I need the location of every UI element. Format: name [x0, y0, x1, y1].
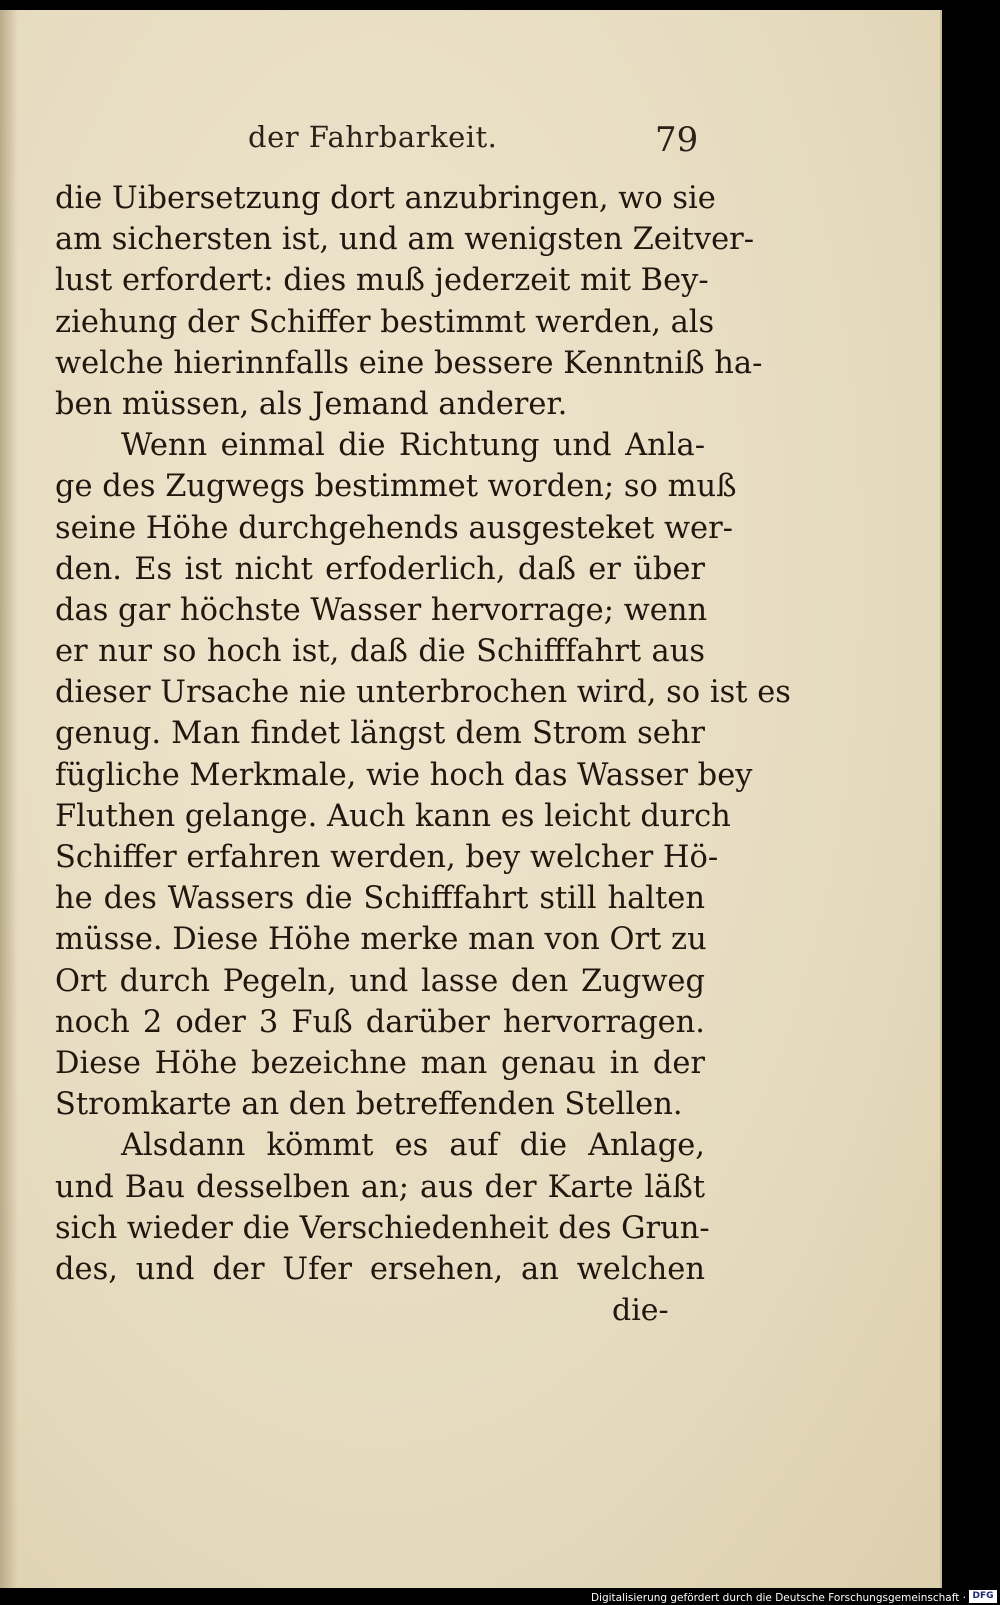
catchword: die- [612, 1293, 669, 1328]
text-line: sich wieder die Verschiedenheit des Grun- [55, 1210, 710, 1246]
text-line: fügliche Merkmale, wie hoch das Wasser bey [55, 757, 753, 793]
text-line: lust erfordert: dies muß jederzeit mit Bey- [55, 263, 709, 299]
text-line: am sichersten ist, und am wenigsten Zeitver- [55, 222, 755, 258]
text-line: Alsdann kömmt es auf die Anlage, [121, 1128, 705, 1164]
page-number: 79 [655, 120, 699, 160]
text-line: Stromkarte an den betreffenden Stellen. [55, 1087, 683, 1123]
text-line: und Bau desselben an; aus der Karte läßt [55, 1169, 705, 1205]
text-line: Wenn einmal die Richtung und Anla- [121, 428, 705, 464]
text-line: ge des Zugwegs bestimmet worden; so muß [55, 469, 737, 505]
text-line: ziehung der Schiffer bestimmt werden, als [55, 304, 715, 340]
text-line: noch 2 oder 3 Fuß darüber hervorragen. [55, 1004, 705, 1040]
text-line: he des Wassers die Schifffahrt still halten [55, 881, 705, 917]
page-header [0, 120, 940, 170]
page-gutter-shadow [0, 10, 18, 1588]
dfg-logo-icon: DFG [969, 1590, 997, 1603]
text-line: dieser Ursache nie unterbrochen wird, so ist es [55, 675, 791, 711]
text-line: genug. Man findet längst dem Strom sehr [55, 716, 705, 752]
funding-credit: Digitalisierung gefördert durch die Deutsche Forschungsgemeinschaft · [590, 1592, 966, 1604]
body-text [55, 178, 791, 1290]
text-line: er nur so hoch ist, daß die Schifffahrt aus [55, 634, 705, 670]
text-line: müsse. Diese Höhe merke man von Ort zu [55, 922, 707, 958]
text-line: die Uibersetzung dort anzubringen, wo sie [55, 181, 716, 216]
text-line: Schiffer erfahren werden, bey welcher Hö- [55, 840, 719, 875]
text-line: Diese Höhe bezeichne man genau in der [55, 1045, 705, 1081]
text-line: das gar höchste Wasser hervorrage; wenn [55, 592, 708, 628]
text-line: den. Es ist nicht erfoderlich, daß er über [55, 551, 705, 587]
text-line: welche hierinnfalls eine bessere Kenntniß ha- [55, 345, 763, 381]
text-line: Ort durch Pegeln, und lasse den Zugweg [55, 963, 705, 999]
text-line: des, und der Ufer ersehen, an welchen [55, 1251, 705, 1287]
text-line: seine Höhe durchgehends ausgesteket wer- [55, 510, 733, 546]
text-line: Fluthen gelange. Auch kann es leicht durch [55, 798, 731, 834]
digitization-footer [0, 1588, 1000, 1605]
book-page [0, 10, 942, 1588]
running-head: der Fahrbarkeit. [248, 120, 498, 154]
text-line: ben müssen, als Jemand anderer. [55, 386, 568, 422]
